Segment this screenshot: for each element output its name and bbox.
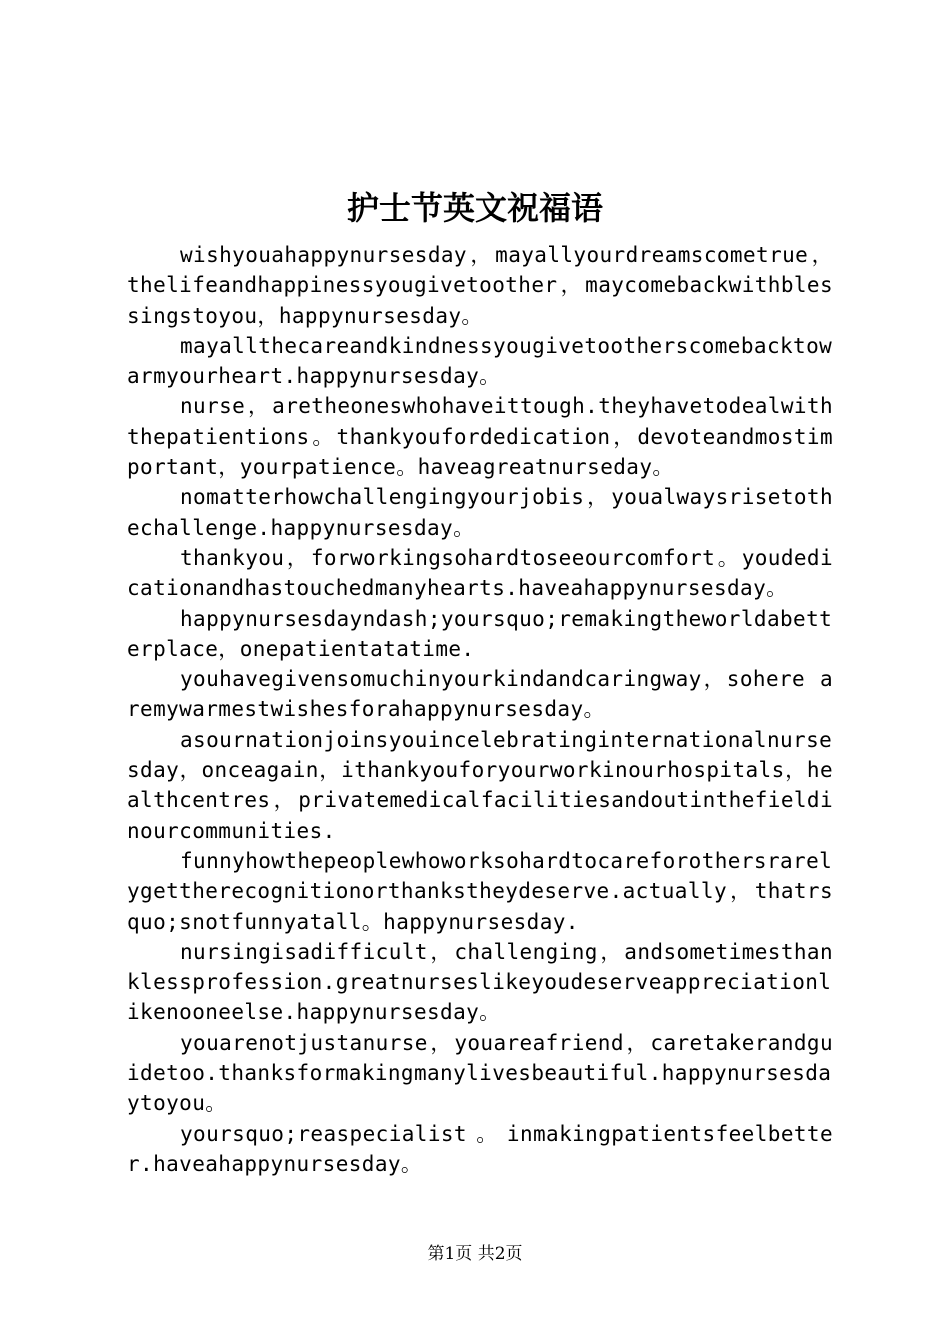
paragraph: nomatterhowchallengingyourjobis，youalwaysrisetothechallenge.happynursesday。	[127, 485, 833, 540]
paragraph: happynursesdayndash;yoursquo;remakingtheworldabetterplace，onepatientatatime.	[127, 606, 833, 661]
paragraph: youarenotjustanurse，youareafriend，caretakerandguidetoo.thanksformakingmanylivesbeautiful.happynursesdaytoyou。	[127, 1030, 833, 1116]
paragraph: asournationjoinsyouincelebratinginternationalnursesday，onceagain，ithankyouforyourworkinourhospitals，healthcentres，privatemedicalfacilitiesandoutinthefieldinourcommunities.	[127, 727, 833, 843]
paragraph: wishyouahappynursesday，mayallyourdreamscometrue，thelifeandhappinessyougivetoother，maycomebackwithblessingstoyou，happynursesday。	[127, 243, 833, 328]
paragraph: funnyhowthepeoplewhoworksohardtocareforothersrarelygettherecognitionorthankstheydeserve.actually，thatrsquo;snotfunnyatall。happynursesday.	[127, 848, 833, 934]
paragraph: nurse，aretheoneswhohaveittough.theyhavetodealwiththepatientions。thankyoufordedication，devoteandmostimportant，yourpatience。haveagreatnurseday。	[127, 394, 833, 480]
paragraph: mayallthecareandkindnessyougivetootherscomebacktowarmyourheart.happynursesday。	[127, 333, 833, 389]
paragraph: nursingisadifficult，challenging，andsometimesthanklessprofession.greatnurseslikeyoudeserveappreciationlikenooneelse.happynursesday。	[127, 939, 833, 1025]
page-footer: 第1页 共2页	[427, 1244, 523, 1264]
paragraph: youhavegivensomuchinyourkindandcaringway，sohere aremywarmestwishesforahappynursesday。	[127, 667, 833, 722]
paragraph: yoursquo;reaspecialist。inmakingpatientsfeelbetter.haveahappynursesday。	[127, 1121, 833, 1176]
document-body	[127, 240, 833, 1179]
document-title: 护士节英文祝福语	[346, 189, 603, 227]
paragraph: thankyou，forworkingsohardtoseeourcomfort。youdedicationandhastouchedmanyhearts.haveahappynursesday。	[127, 545, 833, 601]
